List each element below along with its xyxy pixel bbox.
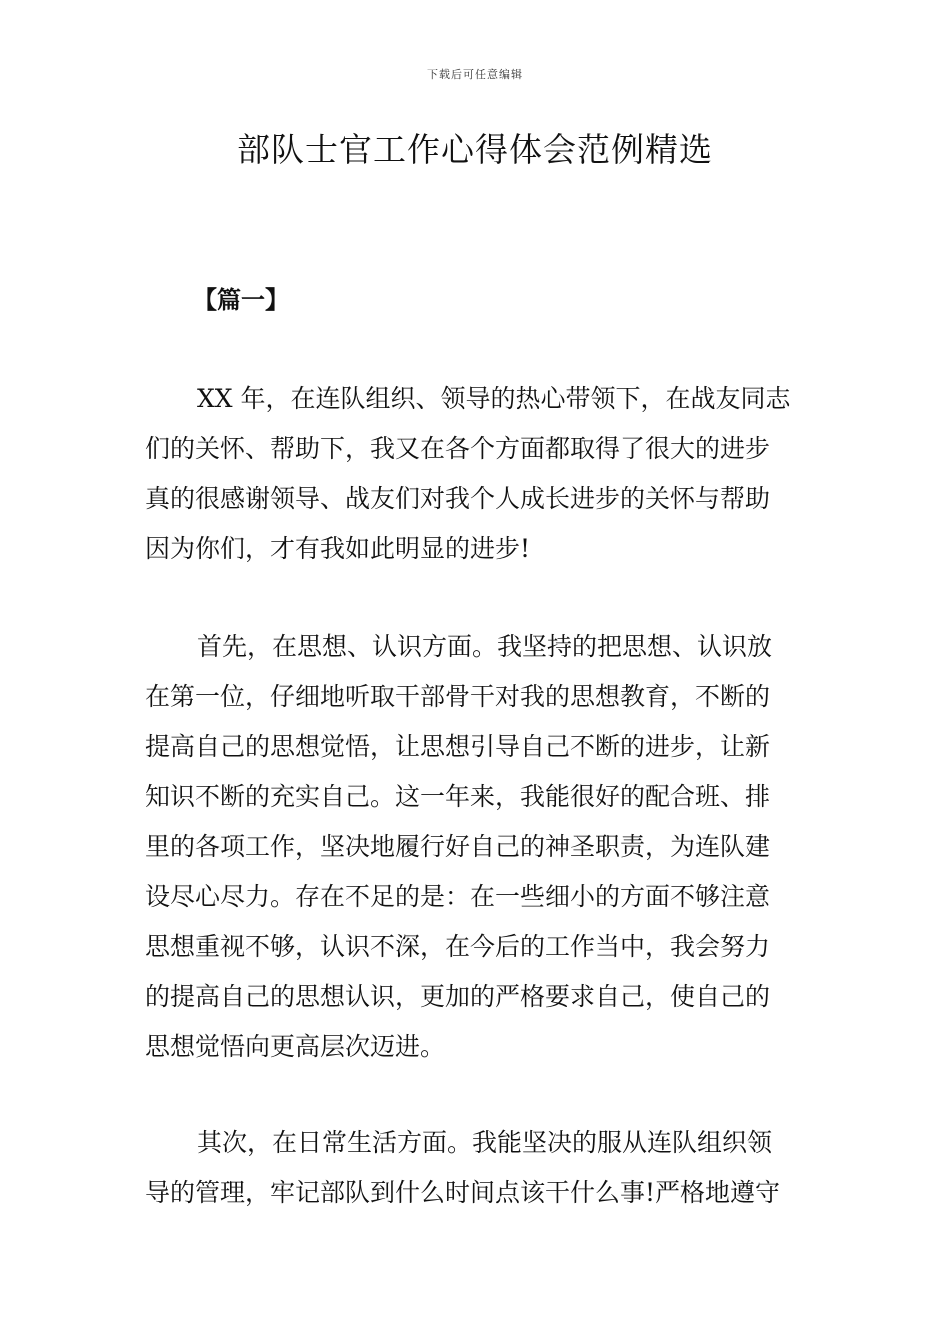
text-line: 知识不断的充实自己。这一年来，我能很好的配合班、排 <box>145 782 771 811</box>
text-line: 首先，在思想、认识方面。我坚持的把思想、认识放 <box>197 632 773 661</box>
text-line: 真的很感谢领导、战友们对我个人成长进步的关怀与帮助 <box>145 484 771 513</box>
header-note: 下载后可任意编辑 <box>427 68 523 81</box>
text-line: 的提高自己的思想认识，更加的严格要求自己，使自己的 <box>145 982 771 1011</box>
text-line: 们的关怀、帮助下，我又在各个方面都取得了很大的进步 <box>145 434 771 463</box>
text-line: 设尽心尽力。存在不足的是：在一些细小的方面不够注意 <box>145 882 771 911</box>
text-line: 在第一位，仔细地听取干部骨干对我的思想教育，不断的 <box>145 682 771 711</box>
text-line: 里的各项工作，坚决地履行好自己的神圣职责，为连队建 <box>145 832 771 861</box>
paragraph-1 <box>145 374 807 574</box>
text-line: 其次，在日常生活方面。我能坚决的服从连队组织领 <box>197 1128 773 1157</box>
paragraph-3 <box>145 1118 807 1218</box>
text-line: XX 年，在连队组织、领导的热心带领下，在战友同志 <box>197 384 791 413</box>
text-line: 提高自己的思想觉悟，让思想引导自己不断的进步，让新 <box>145 732 771 761</box>
text-line: 导的管理，牢记部队到什么时间点该干什么事!严格地遵守 <box>145 1178 781 1207</box>
document-title: 部队士官工作心得体会范例精选 <box>237 130 713 169</box>
paragraph-2 <box>145 622 807 1072</box>
text-line: 思想觉悟向更高层次迈进。 <box>145 1032 446 1061</box>
section-label: 【篇一】 <box>193 286 289 314</box>
text-line: 思想重视不够，认识不深，在今后的工作当中，我会努力 <box>145 932 771 961</box>
text-line: 因为你们，才有我如此明显的进步! <box>145 534 531 563</box>
